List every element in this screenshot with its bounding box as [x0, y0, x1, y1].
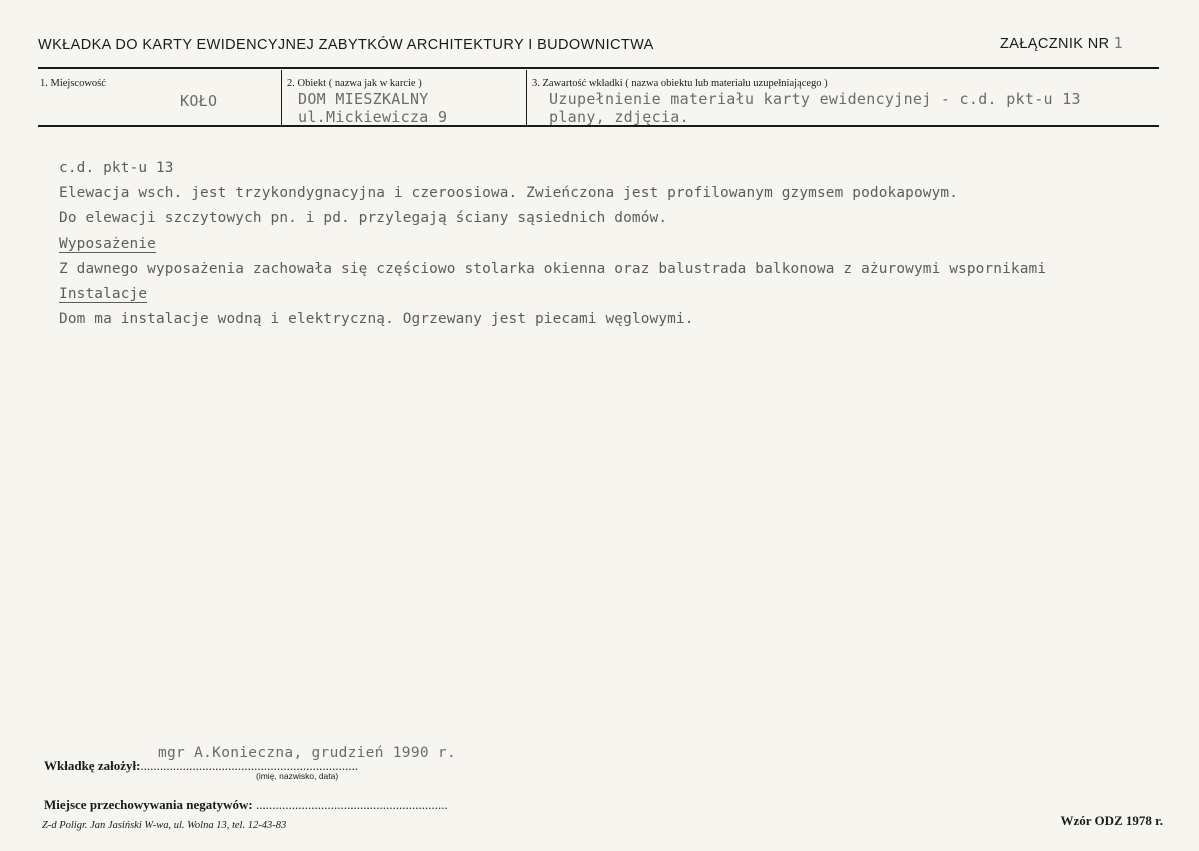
negatives-label: Miejsce przechowywania negatywów: [44, 797, 253, 812]
object-name: DOM MIESZKALNY [298, 90, 429, 108]
printer-imprint: Z-d Poligr. Jan Jasiński W-wa, ul. Wolna 13, tel. 12-43-83 [42, 820, 287, 831]
negatives-field: Miejsce przechowywania negatywów: ........................................................... [44, 797, 448, 812]
author-label: Wkładkę założył: [44, 758, 141, 773]
object-label: 2. Obiekt ( nazwa jak w karcie ) [287, 78, 422, 89]
body-line-gables: Do elewacji szczytowych pn. i pd. przylegają ściany sąsiednich domów. [59, 210, 668, 227]
locality-label: 1. Miejscowość [40, 78, 106, 89]
author-value: mgr A.Konieczna, grudzień 1990 r. [158, 745, 456, 761]
heading-furnishings: Wyposażenie [59, 235, 156, 252]
locality-value: KOŁO [180, 92, 218, 110]
content-line-1: Uzupełnienie materiału karty ewidencyjnej - c.d. pkt-u 13 [549, 90, 1081, 108]
annex-label-text: ZAŁĄCZNIK NR [1000, 36, 1110, 52]
body-line-continuation: c.d. pkt-u 13 [59, 160, 174, 176]
body-line-elevation: Elewacja wsch. jest trzykondygnacyjna i czeroosiowa. Zwieńczona jest profilowanym gzymsem podokapowym. [59, 185, 959, 202]
annex-label [1000, 34, 1123, 52]
body-line-installations: Dom ma instalacje wodną i elektryczną. Ogrzewany jest piecami węglowymi. [59, 311, 694, 328]
form-code: Wzór ODZ 1978 r. [1060, 813, 1163, 828]
author-field: Wkładkę założył:................................................................... [44, 758, 359, 773]
description-body [59, 156, 1046, 332]
content-line-2: plany, zdjęcia. [549, 108, 689, 126]
document-title: WKŁADKA DO KARTY EWIDENCYJNEJ ZABYTKÓW ARCHITEKTURY I BUDOWNICTWA [38, 37, 654, 53]
author-caption: (imię, nazwisko, data) [256, 771, 339, 781]
heading-installations: Instalacje [59, 285, 148, 302]
field-divider-1 [281, 70, 282, 126]
annex-number: 1 [1113, 34, 1123, 52]
body-line-furnishings: Z dawnego wyposażenia zachowała się częściowo stolarka okienna oraz balustrada balkonowa z ażurowymi wspornikami [59, 260, 1047, 277]
object-address: ul.Mickiewicza 9 [298, 108, 448, 126]
content-label: 3. Zawartość wkładki ( nazwa obiektu lub materiału uzupełniającego ) [532, 78, 828, 89]
header-top-rule [38, 67, 1159, 69]
field-divider-2 [526, 70, 527, 126]
